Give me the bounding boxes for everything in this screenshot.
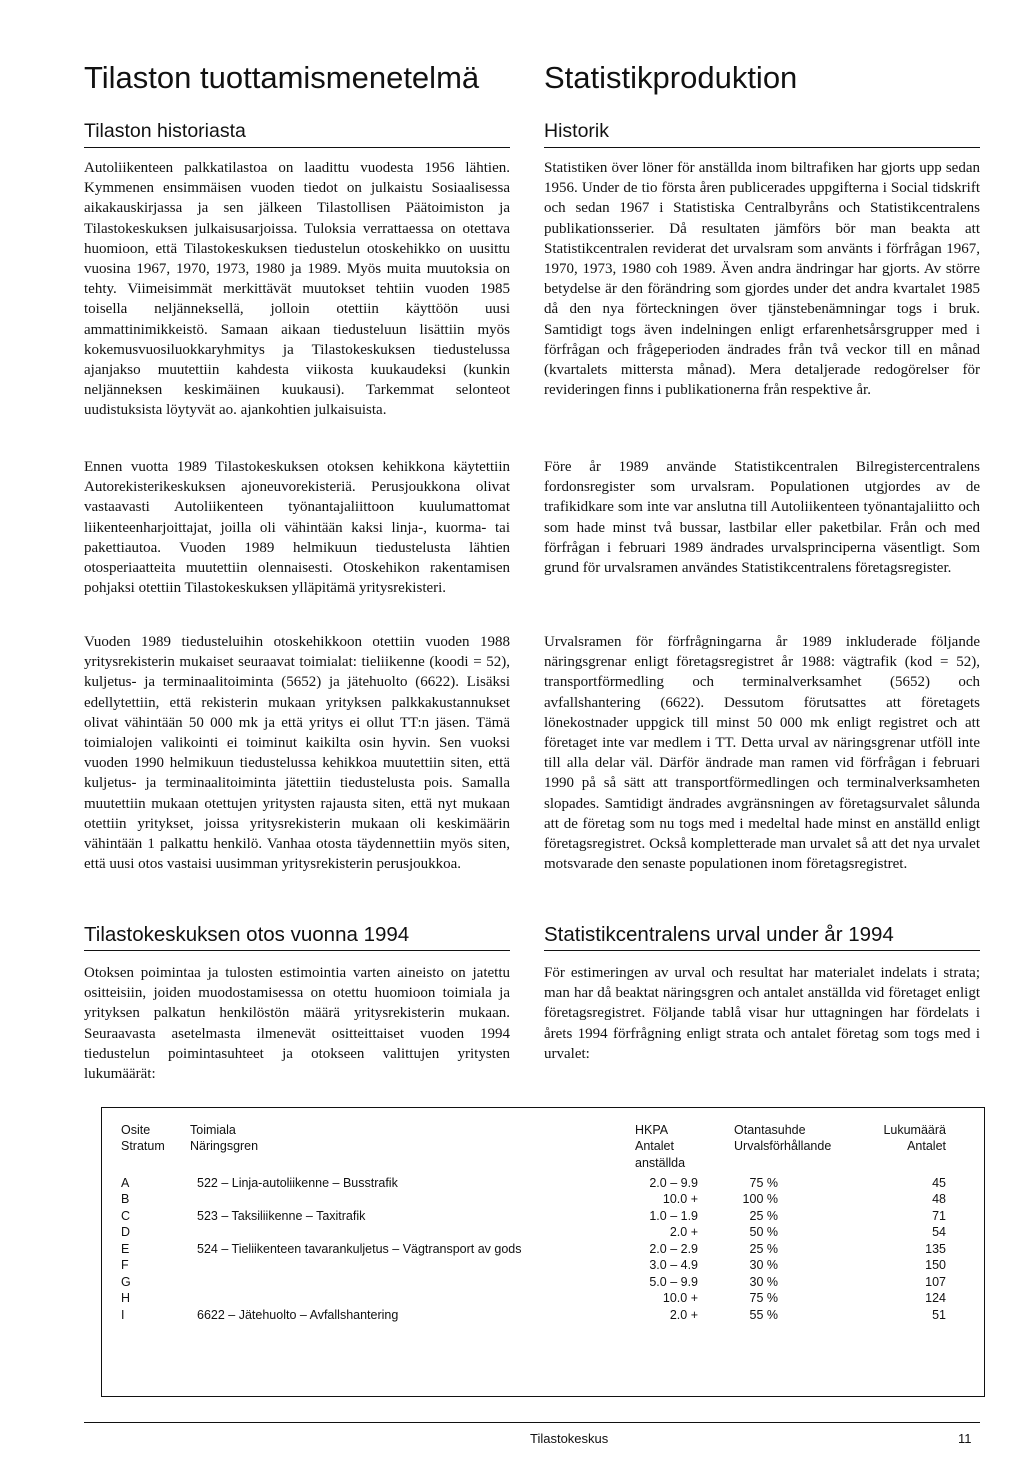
table-row-employees: 2.0 + [669,1308,698,1322]
table-row-ratio: 75 % [749,1176,778,1190]
table-row-industry: 523 – Taksiliikenne – Taxitrafik [197,1209,366,1223]
table-row-employees: 1.0 – 1.9 [649,1209,698,1223]
table-row-stratum: A [121,1176,130,1190]
table-row-employees: 5.0 – 9.9 [649,1275,698,1289]
section-heading-fi-history: Tilaston historiasta [84,120,246,142]
page-number: 11 [958,1431,972,1446]
table-row-ratio: 75 % [749,1291,778,1305]
paragraph-sv-2: Före år 1989 använde Statistikcentralen Bilregistercentralens fordonsregister som urvalsram. Populationen utgjordes av de trafikidkare som inte var anslutna till Autoliikenteen työnantajaliitto och som hade minst två bussar, lastbilar eller paketbilar. Från och med förfrågan i februari 1989 ändrades urvalsprinciperna väsentligt. Som grund för urvalsramen användes Statistikcentralens företagsregister. [544,459,980,577]
paragraph-sv-1: Statistiken över löner för anställda inom biltrafiken har gjorts upp sedan 1956. Under de tio första åren publicerades uppgifterna i Social tidskrift och sedan 1967 i Statistiska Centralbyråns och Statistikcentralens publikationsserier. Då resultaten jämförs bör man beakta att Statistikcentralen reviderat det urvalsram som använts i förfrågan 1967, 1970, 1973, 1980 coh 1989. Även andra ändringar har gjorts. Av större betydelse är den förändring som gjordes under det andra kvartalet 1985 då den nya förteckningen över tjänstebenämningar togs i bruk. Samtidigt togs även indelningen enligt erfarenhetsårsgrupper med i förfrågan och frågeperioden ändrades från två veckor till en månad (kvartalets mittersta månad). Mera detaljerade redogörelser för revideringen finns i publikationerna från respektive år. [544,160,980,399]
section-heading-sv-sample: Statistikcentralens urval under år 1994 [544,923,894,946]
table-row-stratum: G [121,1275,131,1289]
table-row-ratio: 25 % [749,1209,778,1223]
table-row-ratio: 30 % [749,1275,778,1289]
table-row-stratum: H [121,1291,131,1305]
table-row-count: 107 [925,1275,946,1289]
table-row-ratio: 100 % [742,1192,778,1206]
table-row-industry: 522 – Linja-autoliikenne – Busstrafik [197,1176,398,1190]
paragraph-fi-3: Vuoden 1989 tiedusteluihin otoskehikkoon otettiin vuoden 1988 yritysrekisterin mukaiset seuraavat toimialat: tieliikenne (koodi = 52), kuljetus- ja terminaalitoiminta (5652) ja jätehuolto (6622). Lisäksi edellytettiin, että rekisterin mukaan yrityksen palkkakustannukset olivat vähintään 50 000 mk ja että yritys ei ollut TT:n jäsen. Tämä toimialojen valikointi ei toiminut kaikilta osin hyvin. Sen vuoksi vuoden 1990 helmikuun tiedustelussa kehikkoa muutettiin siten, että kuljetus- ja terminaalitoiminta jätettiin tiedustelusta pois. Samalla muutettiin mukaan otettujen yritysten rajausta siten, että nyt mukaan otettiin yritykset, joissa yritysrekisterin mukaan oli keskimäärin vähintään 1 palkattu henkilö. Vanhaa otosta täydennettiin myös siten, että uusi otos vastaisi uusimman yritysrekisterin perusjoukkoa. [84,634,510,873]
table-row-stratum: E [121,1242,130,1256]
header-ratio: Otantasuhde Urvalsförhållande [734,1123,832,1154]
table-row-employees: 2.0 – 2.9 [649,1242,698,1256]
table-row-employees: 10.0 + [662,1291,698,1305]
table-row-employees: 2.0 – 9.9 [649,1176,698,1190]
table-row-count: 45 [932,1176,946,1190]
header-count: Lukumäärä Antalet [883,1123,946,1154]
section-rule [84,147,510,148]
section-rule [544,950,980,951]
table-row-count: 51 [932,1308,946,1322]
main-title-fi: Tilaston tuottamismenetelmä [84,60,480,95]
table-row-ratio: 30 % [749,1258,778,1272]
footer-publisher: Tilastokeskus [530,1431,609,1446]
table-row-ratio: 50 % [749,1225,778,1239]
paragraph-sv-3: Urvalsramen för förfrågningarna år 1989 inkluderade följande näringsgrenar enligt företagsregistret år 1988: vägtrafik (kod = 52), transportförmedling och terminalverksamhet (5652) och avfallshantering (6622). Dessutom förutsattes att företagets lönekostnader uppgick till minst 50 000 mk enligt registret och att företaget inte var medlem i TT. Detta urval av näringsgrenar utföll inte till alla delar väl. Därför ändrade man ramen vid förfrågan i februari 1990 på så sätt att transportförmedlingen och terminalverksamheten slopades. Samtidigt ändrades avgränsningen av företagsurvalet sålunda att de företag som nu togs med i medeltal hade minst en anställd enligt företagsregistret. Också kompletterade man urvalet så att det nya urvalet motsvarade den senaste populationen inom företagsregistret. [544,634,980,873]
table-row-count: 124 [925,1291,946,1305]
section-heading-sv-history: Historik [544,120,610,142]
table-row-count: 48 [932,1192,946,1206]
strata-table [101,1107,985,1397]
table-row-stratum: F [121,1258,129,1272]
paragraph-fi-4: Otoksen poimintaa ja tulosten estimointia varten aineisto on jatettu ositteisiin, joiden muodostamisessa on otettu huomioon toimiala ja yrityksen palkatun henkilöstön määrä yritysrekisterin mukaan. Seuraavasta asetelmasta ilmenevät ositteittaiset vuoden 1994 tiedustelun poimintasuhteet ja otokseen valittujen yritysten lukumäärät: [84,965,510,1083]
table-row-ratio: 25 % [749,1242,778,1256]
paragraph-fi-2: Ennen vuotta 1989 Tilastokeskuksen otoksen kehikkona käytettiin Autorekisterikeskuksen ajoneuvorekisteriä. Perusjoukkona olivat vastaavasti Autoliikenteen työnantajaliittoon kuulumattomat liikenteenharjoittajat, joilla oli vähintään kaksi linja-, kuorma- tai pakettiautoa. Vuoden 1989 helmikuun tiedustelusta lähtien otosperiaatteita muutettiin olennaisesti. Otoskehikon rakentamisen pohjaksi otettiin Tilastokeskuksen ylläpitämä yritysrekisteri. [84,459,510,597]
main-title-sv: Statistikproduktion [544,60,798,95]
table-row-stratum: D [121,1225,131,1239]
footer-rule [84,1422,980,1423]
table-row-employees: 2.0 + [669,1225,698,1239]
table-row-industry: 6622 – Jätehuolto – Avfallshantering [197,1308,399,1322]
header-industry: Toimiala Näringsgren [190,1123,259,1154]
table-row-count: 71 [932,1209,946,1223]
header-stratum: Osite Stratum [121,1123,165,1154]
header-employees: HKPA Antalet anställda [635,1123,686,1170]
table-row-employees: 3.0 – 4.9 [649,1258,698,1272]
table-row-employees: 10.0 + [662,1192,698,1206]
paragraph-fi-1: Autoliikenteen palkkatilastoa on laadittu vuodesta 1956 lähtien. Kymmenen ensimmäisen vuoden tiedot on julkaistu Sosiaalisessa aikakauskirjassa ja sen jälkeen Tilastollisen Päätoimiston ja Tilastokeskuksen julkaisusarjoissa. Tuloksia verrattaessa on otettava huomioon, että Tilastokeskuksen tiedustelun otoskehikko on uusittu vuosina 1967, 1970, 1973, 1980 ja 1989. Myös muita muutoksia on tehty. Viimeisimmät merkittävät muutokset tehtiin vuoden 1985 toisella neljänneksellä, jolloin otettiin käyttöön uusi ammattinimikkeistö. Samaan aikaan tiedusteluun lisättiin myös kokemusvuosiluokkaryhmitys ja Tilastokeskuksen tiedustelussa ajanjakso muutettiin kahdesta viikosta kuukaudeksi (kunkin neljänneksen keskimäinen kuukausi). Tarkemmat selonteot uudistuksista löytyvät ao. ajankohtien julkaisuista. [84,160,510,419]
table-row-stratum: C [121,1209,131,1223]
table-row-stratum: I [121,1308,125,1322]
section-heading-fi-sample: Tilastokeskuksen otos vuonna 1994 [84,923,410,946]
section-rule [84,950,510,951]
table-row-ratio: 55 % [749,1308,778,1322]
section-rule [544,147,980,148]
table-row-count: 54 [932,1225,946,1239]
table-row-industry: 524 – Tieliikenteen tavarankuljetus – Vägtransport av gods [197,1242,522,1256]
paragraph-sv-4: För estimeringen av urval och resultat har materialet indelats i strata; man har då beaktat näringsgren och antalet anställda vid företaget enligt företagsregistret. Följande tablå visar hur uttagningen har fördelats i årets 1994 förfrågning enligt strata och antalet företag som togs med i urvalet: [544,965,980,1062]
table-row-count: 150 [925,1258,946,1272]
table-row-count: 135 [925,1242,946,1256]
table-row-stratum: B [121,1192,130,1206]
